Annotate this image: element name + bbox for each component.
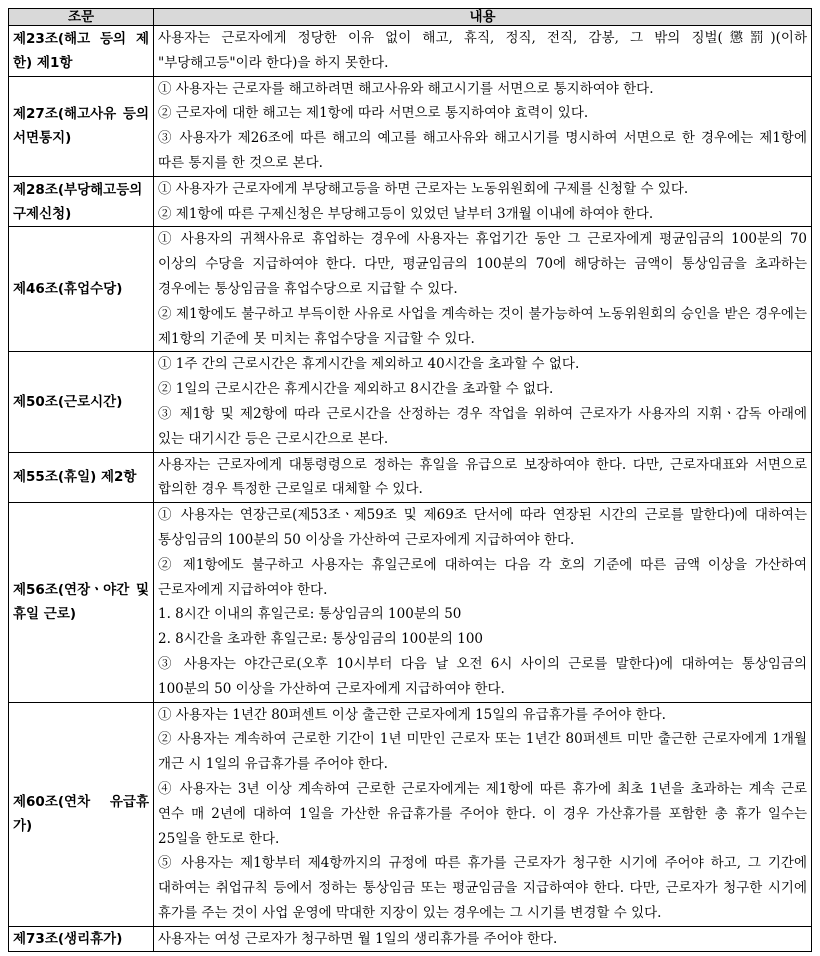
content-cell	[154, 352, 812, 452]
clause-text: ② 제1항에도 불구하고 부득이한 사유로 사업을 계속하는 것이 불가능하여 노동위원회의 승인을 받은 경우에는 제1항의 기준에 못 미치는 휴업수당을 지급할 수 있다.	[158, 305, 807, 347]
clause-text: 2. 8시간을 초과한 휴일근로: 통상임금의 100분의 100	[158, 631, 483, 648]
content-cell	[154, 702, 812, 926]
article-cell: 제27조(해고사유 등의 서면통지)	[9, 76, 154, 176]
table-row	[9, 452, 812, 503]
clause-text: ② 1일의 근로시간은 휴게시간을 제외하고 8시간을 초과할 수 없다.	[158, 381, 554, 398]
content-cell	[154, 452, 812, 503]
header-article: 조문	[9, 9, 154, 26]
clause-text: 1. 8시간 이내의 휴일근로: 통상임금의 100분의 50	[158, 606, 462, 623]
article-cell: 제23조(해고 등의 제한) 제1항	[9, 26, 154, 77]
table-body	[9, 26, 812, 952]
article-cell: 제46조(휴업수당)	[9, 227, 154, 352]
content-cell	[154, 926, 812, 952]
clause-text: 사용자는 근로자에게 정당한 이유 없이 해고, 휴직, 정직, 전직, 감봉, 그 밖의 징벌(懲罰)(이하 "부당해고등"이라 한다)을 하지 못한다.	[158, 30, 807, 71]
clause-text: ② 사용자는 계속하여 근로한 기간이 1년 미만인 근로자 또는 1년간 80퍼센트 미만 출근한 근로자에게 1개월 개근 시 1일의 유급휴가를 주어야 한다.	[158, 731, 807, 773]
article-cell: 제28조(부당해고등의 구제신청)	[9, 176, 154, 227]
article-cell: 제60조(연차 유급휴가)	[9, 702, 154, 926]
table-row	[9, 76, 812, 176]
clause-text: ② 제1항에 따른 구제신청은 부당해고등이 있었던 날부터 3개월 이내에 하여야 한다.	[158, 205, 654, 222]
article-cell: 제55조(휴일) 제2항	[9, 452, 154, 503]
table-row	[9, 26, 812, 77]
table-row	[9, 227, 812, 352]
clause-text: ① 사용자의 귀책사유로 휴업하는 경우에 사용자는 휴업기간 동안 그 근로자에게 평균임금의 100분의 70 이상의 수당을 지급하여야 한다. 다만, 평균임금의 100분의 70에 해당하는 금액이 통상임금을 초과하는 경우에는 통상임금을 휴업수당으로 지급할 수 있다.	[158, 231, 807, 297]
clause-text: ① 사용자가 근로자에게 부당해고등을 하면 근로자는 노동위원회에 구제를 신청할 수 있다.	[158, 180, 689, 197]
table-row	[9, 926, 812, 952]
clause-text: ① 사용자는 근로자를 해고하려면 해고사유와 해고시기를 서면으로 통지하여야 한다.	[158, 80, 654, 97]
clause-text: ② 제1항에도 불구하고 사용자는 휴일근로에 대하여는 다음 각 호의 기준에 따른 금액 이상을 가산하여 근로자에게 지급하여야 한다.	[158, 556, 807, 598]
labor-law-table	[8, 8, 812, 952]
table-row	[9, 702, 812, 926]
clause-text: ③ 제1항 및 제2항에 따라 근로시간을 산정하는 경우 작업을 위하여 근로자가 사용자의 지휘ㆍ감독 아래에 있는 대기시간 등은 근로시간으로 본다.	[158, 405, 807, 447]
article-cell: 제73조(생리휴가)	[9, 926, 154, 952]
content-cell	[154, 176, 812, 227]
article-cell: 제50조(근로시간)	[9, 352, 154, 452]
article-cell: 제56조(연장ㆍ야간 및 휴일 근로)	[9, 503, 154, 702]
table-row	[9, 503, 812, 702]
header-content: 내용	[154, 9, 812, 26]
table-row	[9, 352, 812, 452]
content-cell	[154, 76, 812, 176]
content-cell	[154, 227, 812, 352]
clause-text: ④ 사용자는 3년 이상 계속하여 근로한 근로자에게는 제1항에 따른 휴가에 최초 1년을 초과하는 계속 근로 연수 매 2년에 대하여 1일을 가산한 유급휴가를 주어야 한다. 이 경우 가산휴가를 포함한 총 휴가 일수는 25일을 한도로 한다.	[158, 780, 807, 847]
clause-text: ① 사용자는 1년간 80퍼센트 이상 출근한 근로자에게 15일의 유급휴가를 주어야 한다.	[158, 706, 666, 723]
clause-text: 사용자는 여성 근로자가 청구하면 월 1일의 생리휴가를 주어야 한다.	[158, 930, 558, 947]
table-header-row	[9, 9, 812, 26]
clause-text: ⑤ 사용자는 제1항부터 제4항까지의 규정에 따른 휴가를 근로자가 청구한 시기에 주어야 하고, 그 기간에 대하여는 취업규칙 등에서 정하는 통상임금 또는 평균임금을 지급하여야 한다. 다만, 근로자가 청구한 시기에 휴가를 주는 것이 사업 운영에 막대한 지장이 있는 경우에는 그 시기를 변경할 수 있다.	[158, 855, 807, 921]
content-cell	[154, 503, 812, 702]
clause-text: ③ 사용자가 제26조에 따른 해고의 예고를 해고사유와 해고시기를 명시하여 서면으로 한 경우에는 제1항에 따른 통지를 한 것으로 본다.	[158, 130, 807, 171]
clause-text: 사용자는 근로자에게 대통령령으로 정하는 휴일을 유급으로 보장하여야 한다. 다만, 근로자대표와 서면으로 합의한 경우 특정한 근로일로 대체할 수 있다.	[158, 456, 807, 498]
table-row	[9, 176, 812, 227]
clause-text: ① 사용자는 연장근로(제53조ㆍ제59조 및 제69조 단서에 따라 연장된 시간의 근로를 말한다)에 대하여는 통상임금의 100분의 50 이상을 가산하여 근로자에게 지급하여야 한다.	[158, 507, 807, 548]
content-cell	[154, 26, 812, 77]
clause-text: ③ 사용자는 야간근로(오후 10시부터 다음 날 오전 6시 사이의 근로를 말한다)에 대하여는 통상임금의 100분의 50 이상을 가산하여 근로자에게 지급하여야 한다.	[158, 655, 807, 697]
clause-text: ① 1주 간의 근로시간은 휴게시간을 제외하고 40시간을 초과할 수 없다.	[158, 356, 580, 373]
clause-text: ② 근로자에 대한 해고는 제1항에 따라 서면으로 통지하여야 효력이 있다.	[158, 105, 589, 122]
